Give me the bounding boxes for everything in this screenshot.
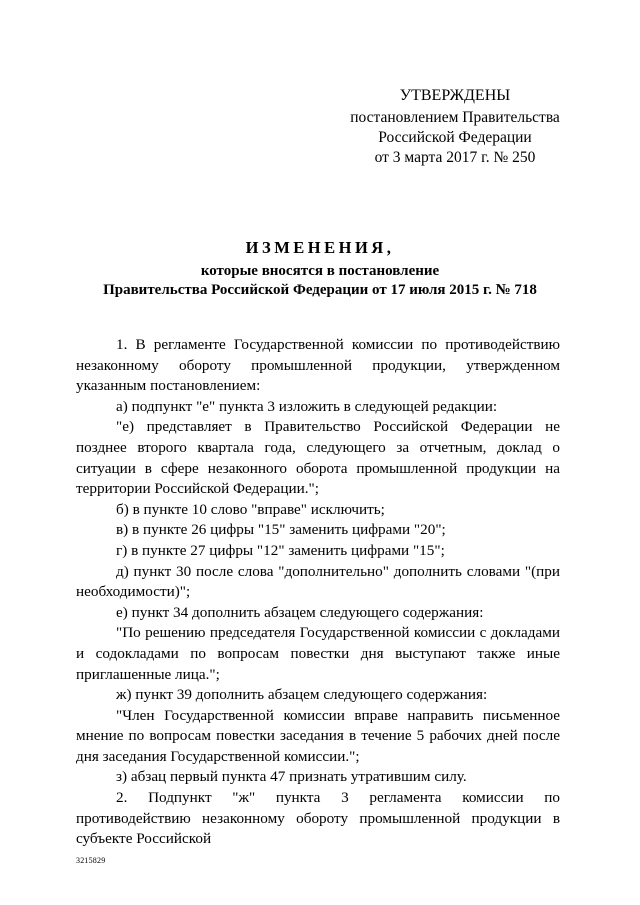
document-code: 3215829 bbox=[76, 856, 106, 865]
paragraph: б) в пункте 10 слово "вправе" исключить; bbox=[116, 500, 385, 518]
paragraph: ж) пункт 39 дополнить абзацем следующего содержания: bbox=[116, 686, 488, 704]
paragraph: "Член Государственной комиссии вправе направить письменное мнение по вопросам повестки заседания в течение 5 рабочих дней после дня заседания Государственной комиссии."; bbox=[76, 706, 560, 765]
paragraph: "По решению председателя Государственной комиссии с докладами и содокладами по вопросам повестки дня выступают также иные приглашенные лица."; bbox=[76, 624, 560, 683]
document-subheading bbox=[70, 262, 570, 300]
document-body bbox=[76, 335, 560, 850]
paragraph: 2. Подпункт "ж" пункта 3 регламента комиссии по противодействию незаконному обороту промышленной продукции в субъекте Российской bbox=[76, 789, 560, 848]
paragraph: в) в пункте 26 цифры "15" заменить цифрами "20"; bbox=[116, 521, 446, 539]
paragraph: а) подпункт "е" пункта 3 изложить в следующей редакции: bbox=[116, 397, 498, 415]
approval-block bbox=[330, 86, 580, 168]
approval-line-1: постановлением Правительства bbox=[350, 109, 560, 126]
approval-title: УТВЕРЖДЕНЫ bbox=[399, 87, 511, 104]
paragraph: д) пункт 30 после слова "дополнительно" дополнить словами "(при необходимости)"; bbox=[76, 562, 560, 601]
paragraph: з) абзац первый пункта 47 признать утратившим силу. bbox=[116, 768, 467, 786]
document-heading: ИЗМЕНЕНИЯ, bbox=[245, 238, 395, 257]
subheading-line-1: которые вносятся в постановление bbox=[200, 263, 440, 279]
paragraph: г) в пункте 27 цифры "12" заменить цифрами "15"; bbox=[116, 541, 445, 559]
paragraph: "е) представляет в Правительство Российской Федерации не позднее второго квартала года, следующего за отчетным, доклад о ситуации в сфере незаконного оборота промышленной продукции на территории Российской Федерации."; bbox=[76, 418, 560, 498]
subheading-line-2: Правительства Российской Федерации от 17 июля 2015 г. № 718 bbox=[103, 282, 537, 298]
approval-line-2: Российской Федерации bbox=[378, 129, 532, 146]
approval-line-3: от 3 марта 2017 г. № 250 bbox=[374, 149, 536, 166]
paragraph: 1. В регламенте Государственной комиссии по противодействию незаконному обороту промышленной продукции, утвержденном указанным постановлением: bbox=[76, 336, 560, 395]
paragraph: е) пункт 34 дополнить абзацем следующего содержания: bbox=[116, 603, 484, 621]
